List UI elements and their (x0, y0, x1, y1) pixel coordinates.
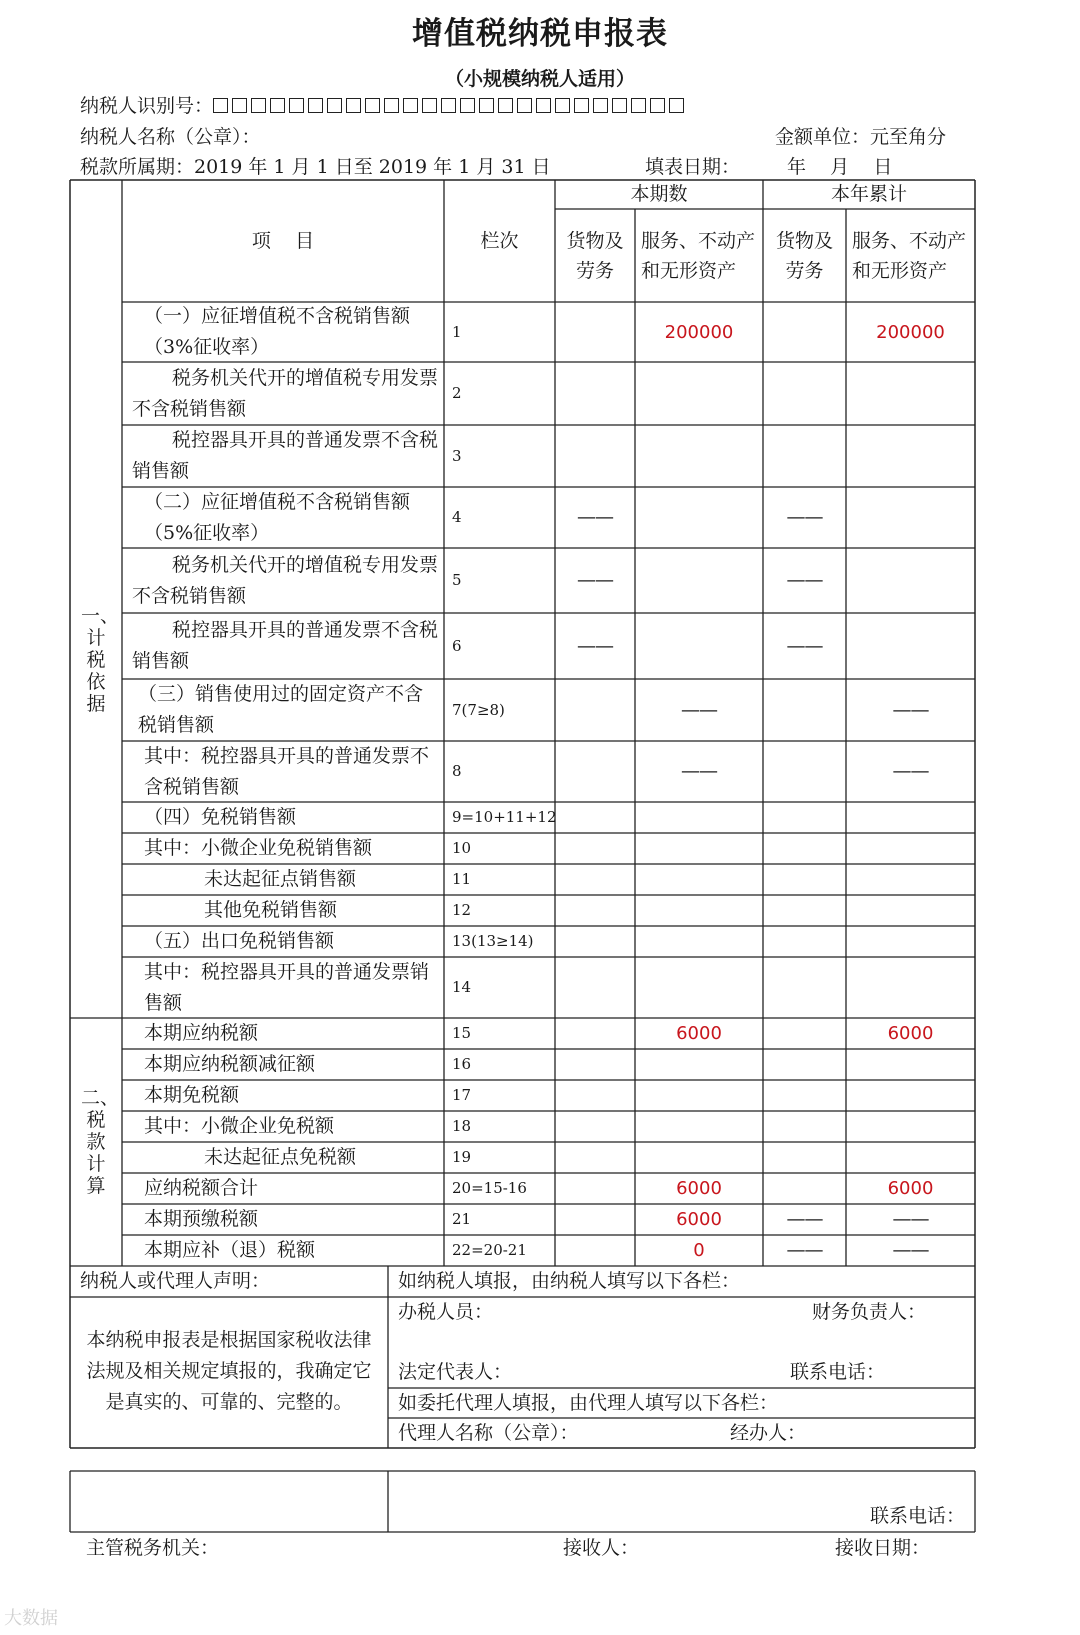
line-number: 16 (452, 1055, 472, 1073)
item-label: 本期免税额 (144, 1084, 240, 1106)
fill-date-label: 填表日期： (645, 156, 741, 178)
line-number: 14 (452, 978, 472, 996)
item-label: 税控器具开具的普通发票不含税销售额 (132, 619, 439, 672)
line-number: 12 (452, 901, 472, 919)
value-c4 (846, 362, 975, 425)
line-number: 3 (452, 446, 462, 465)
value-c3: —— (786, 506, 823, 528)
value-c3 (763, 895, 846, 926)
value-c2 (635, 895, 763, 926)
value-c2 (635, 487, 763, 548)
value-c4: —— (892, 1208, 929, 1230)
contact-phone-label: 联系电话： (790, 1361, 886, 1383)
value-c1 (555, 362, 635, 425)
form-subtitle: （小规模纳税人适用） (444, 68, 635, 90)
value-c4 (846, 926, 975, 957)
value-c2 (635, 864, 763, 895)
col-goods-year: 货物及劳务 (775, 229, 833, 282)
item-label: 其他免税销售额 (204, 899, 338, 921)
value-c2: 6000 (676, 1023, 722, 1044)
line-number: 17 (452, 1086, 472, 1104)
item-label: 本期应补（退）税额 (144, 1239, 316, 1261)
tax-period: 税款所属期：2019 年 1 月 1 日至 2019 年 1 月 31 日 (80, 156, 551, 178)
value-c4: 6000 (887, 1178, 934, 1199)
col-service-year: 服务、不动产和无形资产 (852, 229, 967, 282)
col-goods-current: 货物及劳务 (566, 229, 624, 282)
value-c3: —— (786, 1208, 823, 1230)
section-label-basis: 一、计税依据 (81, 605, 120, 715)
item-label: 本期应纳税额 (144, 1022, 259, 1044)
value-c1: —— (577, 569, 613, 591)
value-c1 (555, 1049, 635, 1080)
col-header-item: 项 目 (251, 229, 315, 252)
value-c1 (555, 1173, 635, 1204)
item-label: 应纳税额合计 (144, 1177, 259, 1199)
line-number: 7(7≥8) (452, 700, 505, 719)
value-c4 (846, 1080, 975, 1111)
value-c2 (635, 362, 763, 425)
value-c2 (635, 926, 763, 957)
value-c3 (763, 679, 846, 741)
line-number: 22=20-21 (452, 1241, 527, 1259)
value-c1 (555, 926, 635, 957)
item-label: （五）出口免税销售额 (144, 930, 335, 952)
self-fill-note: 如纳税人填报，由纳税人填写以下各栏： (398, 1270, 741, 1292)
taxpayer-id-label: 纳税人识别号： (80, 95, 214, 117)
value-c2 (635, 1111, 763, 1142)
line-number: 9=10+11+12 (452, 808, 557, 826)
agent-name-label: 代理人名称（公章）： (398, 1421, 579, 1444)
declaration-text: 本纳税申报表是根据国家税收法律法规及相关规定填报的，我确定它是真实的、可靠的、完整的。 (86, 1329, 372, 1413)
line-number: 21 (452, 1210, 472, 1228)
line-number: 18 (452, 1117, 472, 1135)
value-c3 (763, 957, 846, 1018)
item-label: 税控器具开具的普通发票不含税销售额 (132, 429, 439, 482)
fill-date-value: 年 月 日 (787, 156, 893, 178)
value-c2 (635, 833, 763, 864)
value-c2: 6000 (676, 1178, 722, 1199)
value-c4: —— (892, 698, 929, 721)
line-number: 11 (452, 870, 472, 888)
value-c2: —— (681, 698, 717, 721)
value-c3 (763, 1142, 846, 1173)
line-number: 1 (452, 322, 462, 341)
line-number: 5 (452, 571, 462, 589)
value-c2 (635, 548, 763, 613)
value-c4: —— (892, 760, 929, 782)
value-c1 (555, 957, 635, 1018)
line-number: 10 (452, 839, 472, 857)
value-c1 (555, 895, 635, 926)
value-c4 (846, 895, 975, 926)
value-c4: 6000 (887, 1023, 934, 1044)
value-c4 (846, 487, 975, 548)
footer-phone-label: 联系电话： (870, 1505, 966, 1527)
tax-officer-label: 办税人员： (398, 1301, 494, 1323)
value-c4 (846, 1049, 975, 1080)
value-c2 (635, 425, 763, 487)
value-c3 (763, 741, 846, 802)
receiver-label: 接收人： (563, 1537, 640, 1559)
section-label-calc: 二、税款计算 (81, 1087, 120, 1197)
value-c4 (846, 957, 975, 1018)
finance-head-label: 财务负责人： (812, 1301, 927, 1323)
item-label: 税务机关代开的增值税专用发票不含税销售额 (132, 553, 439, 607)
value-c3 (763, 302, 846, 362)
value-c3 (763, 864, 846, 895)
value-c3: —— (786, 569, 823, 591)
handler-label: 经办人： (730, 1421, 807, 1444)
value-c1 (555, 1204, 635, 1235)
receive-date-label: 接收日期： (835, 1537, 931, 1559)
value-c3 (763, 926, 846, 957)
value-c4 (846, 548, 975, 613)
value-c3 (763, 802, 846, 833)
value-c2: 0 (693, 1240, 705, 1261)
value-c2: 200000 (664, 321, 734, 343)
value-c4 (846, 1111, 975, 1142)
value-c1 (555, 1018, 635, 1049)
value-c1 (555, 864, 635, 895)
item-label: 其中：税控器具开具的普通发票销售额 (144, 960, 430, 1014)
value-c1 (555, 302, 635, 362)
value-c1 (555, 833, 635, 864)
col-service-current: 服务、不动产和无形资产 (641, 229, 756, 282)
agent-fill-note: 如委托代理人填报，由代理人填写以下各栏： (398, 1391, 779, 1414)
value-c1 (555, 679, 635, 741)
value-c2 (635, 957, 763, 1018)
value-c2 (635, 613, 763, 679)
item-label: （一）应征增值税不含税销售额（3%征收率） (144, 305, 411, 358)
taxpayer-name-label: 纳税人名称（公章）： (80, 126, 261, 148)
value-c3 (763, 1080, 846, 1111)
item-label: （三）销售使用过的固定资产不含税销售额 (138, 683, 424, 736)
currency-unit: 金额单位：元至角分 (775, 126, 947, 148)
item-label: 本期预缴税额 (144, 1208, 259, 1230)
line-number: 8 (452, 762, 462, 780)
form-title: 增值税纳税申报表 (412, 16, 668, 52)
item-label: 税务机关代开的增值税专用发票不含税销售额 (132, 366, 439, 420)
item-label: 未达起征点销售额 (204, 868, 357, 890)
legal-rep-label: 法定代表人： (398, 1361, 513, 1383)
col-group-year: 本年累计 (830, 183, 907, 205)
line-number: 19 (452, 1148, 472, 1166)
value-c3 (763, 1049, 846, 1080)
value-c3 (763, 1018, 846, 1049)
item-label: （二）应征增值税不含税销售额（5%征收率） (144, 490, 411, 544)
line-number: 2 (452, 384, 462, 402)
value-c3: —— (786, 634, 823, 657)
value-c2 (635, 1080, 763, 1111)
line-number: 20=15-16 (452, 1179, 527, 1197)
value-c4 (846, 864, 975, 895)
watermark: 大数据 (4, 1608, 58, 1629)
value-c4 (846, 802, 975, 833)
value-c1 (555, 1111, 635, 1142)
value-c3: —— (786, 1239, 823, 1261)
item-label: 其中：小微企业免税销售额 (144, 837, 373, 859)
value-c1 (555, 1080, 635, 1111)
value-c2: 6000 (676, 1209, 722, 1230)
col-group-current: 本期数 (630, 183, 688, 205)
value-c4 (846, 425, 975, 487)
line-number: 6 (452, 636, 462, 655)
value-c4: 200000 (876, 321, 945, 343)
value-c3 (763, 1111, 846, 1142)
item-label: 其中：税控器具开具的普通发票不含税销售额 (144, 744, 430, 798)
value-c3 (763, 362, 846, 425)
value-c4 (846, 1142, 975, 1173)
value-c4 (846, 833, 975, 864)
value-c1: —— (577, 506, 613, 528)
value-c1 (555, 1142, 635, 1173)
value-c2: —— (681, 760, 717, 782)
value-c2 (635, 802, 763, 833)
value-c1 (555, 802, 635, 833)
line-number: 4 (452, 508, 462, 526)
declaration-label: 纳税人或代理人声明： (80, 1270, 271, 1292)
item-label: 本期应纳税额减征额 (144, 1053, 316, 1075)
value-c2 (635, 1142, 763, 1173)
item-label: 其中：小微企业免税额 (144, 1115, 335, 1137)
value-c1: —— (577, 634, 613, 657)
line-number: 13(13≥14) (452, 932, 534, 950)
value-c1 (555, 1235, 635, 1266)
item-label: （四）免税销售额 (144, 806, 297, 828)
value-c2 (635, 1049, 763, 1080)
tax-authority-label: 主管税务机关： (86, 1537, 220, 1559)
value-c3 (763, 1173, 846, 1204)
value-c1 (555, 741, 635, 802)
value-c4: —— (892, 1239, 929, 1261)
line-number: 15 (452, 1024, 472, 1042)
value-c3 (763, 425, 846, 487)
item-label: 未达起征点免税额 (204, 1146, 357, 1168)
value-c1 (555, 425, 635, 487)
value-c3 (763, 833, 846, 864)
value-c4 (846, 613, 975, 679)
col-header-line: 栏次 (480, 229, 519, 252)
